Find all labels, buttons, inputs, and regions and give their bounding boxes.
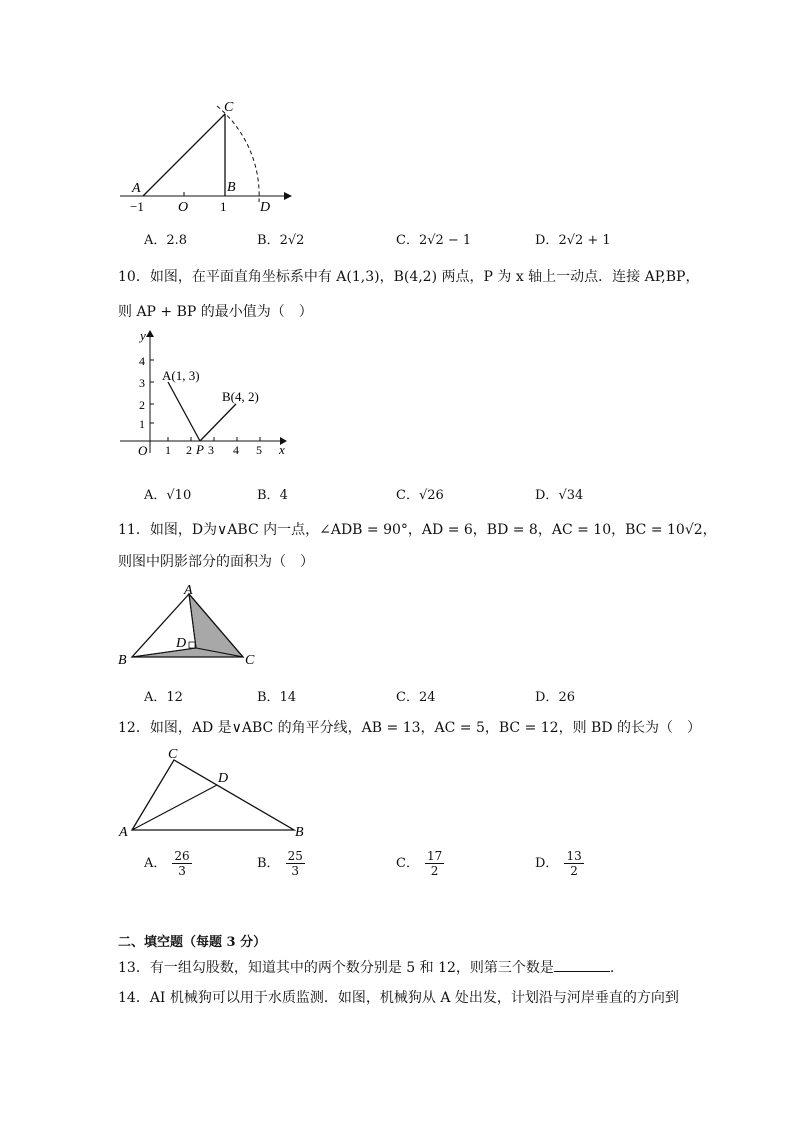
q12-option-d[interactable] (535, 849, 584, 878)
q10-x-tick-label: 4 (233, 443, 239, 457)
q10-x-tick-label: 1 (165, 443, 171, 457)
q11-text-line1: 如图，D为∨ABC 内一点，∠ADB = 90°，AD = 6，BD = 8，AC = 10，BC = 10√2， (149, 522, 717, 538)
section-2-title: 二、填空题（每题 3 分） (118, 935, 267, 950)
q11-option-d-letter: D． (535, 690, 559, 705)
q12-option-d-letter: D． (535, 856, 559, 871)
q12-option-d-numerator: 13 (566, 849, 582, 863)
q9-label-b: B (227, 180, 236, 195)
q11-number: 11． (118, 522, 150, 538)
q11-label-a: A (184, 583, 193, 598)
q9-option-a-letter: A． (144, 233, 167, 248)
q10-label-b: B(4, 2) (222, 389, 259, 404)
q11-option-a-text: 12 (166, 690, 183, 705)
q10-option-b[interactable] (257, 484, 288, 503)
q12-option-c-fraction (425, 849, 444, 878)
q12-text-line1: 如图，AD 是∨ABC 的角平分线，AB = 13，AC = 5，BC = 12，则 BD 的长为（ ） (149, 720, 702, 736)
q12-number: 12． (118, 720, 150, 736)
q11-stem-line1 (118, 519, 717, 539)
q9-figure (112, 98, 302, 218)
q9-label-o: O (178, 200, 189, 215)
q10-option-d[interactable] (535, 484, 583, 503)
q13-end: ． (609, 960, 624, 976)
q11-label-c: C (245, 653, 255, 668)
q9-option-d[interactable] (535, 229, 611, 248)
q12-option-a-fraction (172, 849, 191, 878)
q11-option-a-letter: A． (144, 690, 167, 705)
q12-triangle-abc (132, 760, 294, 830)
q10-option-a[interactable] (144, 484, 191, 503)
q11-label-d: D (176, 636, 187, 651)
q14-stem: 14．AI 机械狗可以用于水质监测．如图，机械狗从 A 处出发，计划沿与河岸垂直的方向到 (118, 990, 679, 1006)
q10-segment-ap (168, 382, 200, 441)
q10-stem-line2: 则 AP + BP 的最小值为（ ） (118, 304, 313, 320)
q11-option-d-text: 26 (558, 690, 575, 705)
q9-option-d-text: 2√2 + 1 (558, 233, 611, 248)
q13-text: 13．有一组勾股数，知道其中的两个数分别是 5 和 12，则第三个数是 (118, 960, 554, 976)
q10-x-tick-label: 2 (186, 443, 192, 457)
q12-option-a-numerator: 26 (174, 849, 190, 863)
q12-option-b-denominator: 3 (291, 864, 300, 878)
q9-segment-ac (143, 114, 225, 196)
q11-stem-line2: 则图中阴影部分的面积为（ ） (118, 554, 314, 570)
q9-axis-arrow (284, 192, 292, 200)
q10-option-b-text: 4 (279, 488, 288, 503)
q10-text-line1: 如图，在平面直角坐标系中有 A(1,3)，B(4,2) 两点，P 为 x 轴上一动点．连接 AP,BP， (149, 269, 700, 285)
q9-option-c[interactable] (396, 229, 471, 248)
q11-right-angle-mark (189, 642, 195, 648)
q10-option-c[interactable] (396, 484, 444, 503)
q12-label-d: D (218, 771, 229, 786)
q12-option-b[interactable] (257, 849, 305, 878)
q9-label-a: A (132, 181, 141, 196)
q10-label-a: A(1, 3) (162, 368, 200, 383)
q9-tick-minus1: −1 (130, 199, 144, 214)
q13-stem (118, 957, 624, 977)
q11-option-c-letter: C． (396, 690, 419, 705)
q12-option-a-letter: A． (144, 856, 167, 871)
q10-number: 10． (118, 269, 150, 285)
q11-figure (114, 580, 274, 672)
q12-label-b: B (295, 825, 304, 840)
q12-option-c[interactable] (396, 849, 444, 878)
q10-option-a-text: √10 (166, 488, 192, 503)
q12-option-c-numerator: 17 (426, 849, 443, 863)
q10-figure (116, 325, 296, 460)
q10-y-arrow (146, 330, 154, 337)
q12-option-a[interactable] (144, 849, 192, 878)
q10-label-o: O (138, 443, 148, 458)
q12-figure (114, 742, 314, 842)
q12-option-b-letter: B． (257, 856, 280, 871)
q10-option-a-letter: A． (144, 488, 167, 503)
q12-option-b-numerator: 25 (287, 849, 303, 863)
q10-y-tick-label: 4 (139, 354, 145, 368)
q12-option-c-letter: C． (396, 856, 419, 871)
q12-option-a-denominator: 3 (178, 864, 186, 878)
q10-label-p: P (196, 442, 204, 457)
q11-option-c-text: 24 (418, 690, 436, 705)
q10-y-tick-label: 3 (139, 376, 145, 390)
q10-option-c-letter: C． (396, 488, 419, 503)
q12-label-c: C (168, 747, 178, 762)
q9-label-d: D (260, 200, 271, 215)
q9-tick-1: 1 (220, 199, 227, 214)
q9-option-c-text: 2√2 − 1 (418, 233, 472, 248)
q10-option-c-text: √26 (418, 488, 444, 503)
q11-option-b[interactable] (257, 686, 296, 705)
q12-stem-line1 (118, 717, 701, 737)
q10-y-tick-label: 2 (139, 398, 145, 412)
q11-option-b-text: 14 (279, 690, 297, 705)
q13-answer-blank[interactable] (554, 959, 610, 972)
q11-label-b: B (118, 653, 127, 668)
q12-option-d-denominator: 2 (570, 864, 578, 878)
q11-option-d[interactable] (535, 686, 575, 705)
q10-y-tick-label: 1 (139, 417, 145, 431)
q11-option-a[interactable] (144, 686, 183, 705)
q10-segment-bp (200, 404, 236, 441)
q10-label-y: y (140, 328, 146, 343)
q10-x-tick-label: 5 (256, 443, 262, 457)
q9-option-d-letter: D． (535, 233, 559, 248)
q10-option-d-letter: D． (535, 488, 559, 503)
q9-arc (217, 106, 259, 202)
q12-option-d-fraction (564, 849, 583, 878)
q10-x-tick-label: 3 (208, 443, 214, 457)
q9-label-c: C (224, 100, 234, 115)
q10-label-x: x (279, 442, 285, 457)
q9-option-a-text: 2.8 (166, 233, 188, 248)
q11-option-b-letter: B． (257, 690, 280, 705)
q12-option-c-denominator: 2 (430, 864, 439, 878)
q9-option-b-letter: B． (257, 233, 280, 248)
q9-option-b[interactable] (257, 229, 304, 248)
q10-option-b-letter: B． (257, 488, 280, 503)
q10-stem-line1 (118, 266, 699, 286)
q9-option-a[interactable] (144, 229, 187, 248)
q9-option-c-letter: C． (396, 233, 419, 248)
q11-option-c[interactable] (396, 686, 436, 705)
q12-option-b-fraction (286, 849, 305, 878)
q12-label-a: A (119, 825, 128, 840)
q9-option-b-text: 2√2 (279, 233, 305, 248)
q10-option-d-text: √34 (558, 488, 584, 503)
